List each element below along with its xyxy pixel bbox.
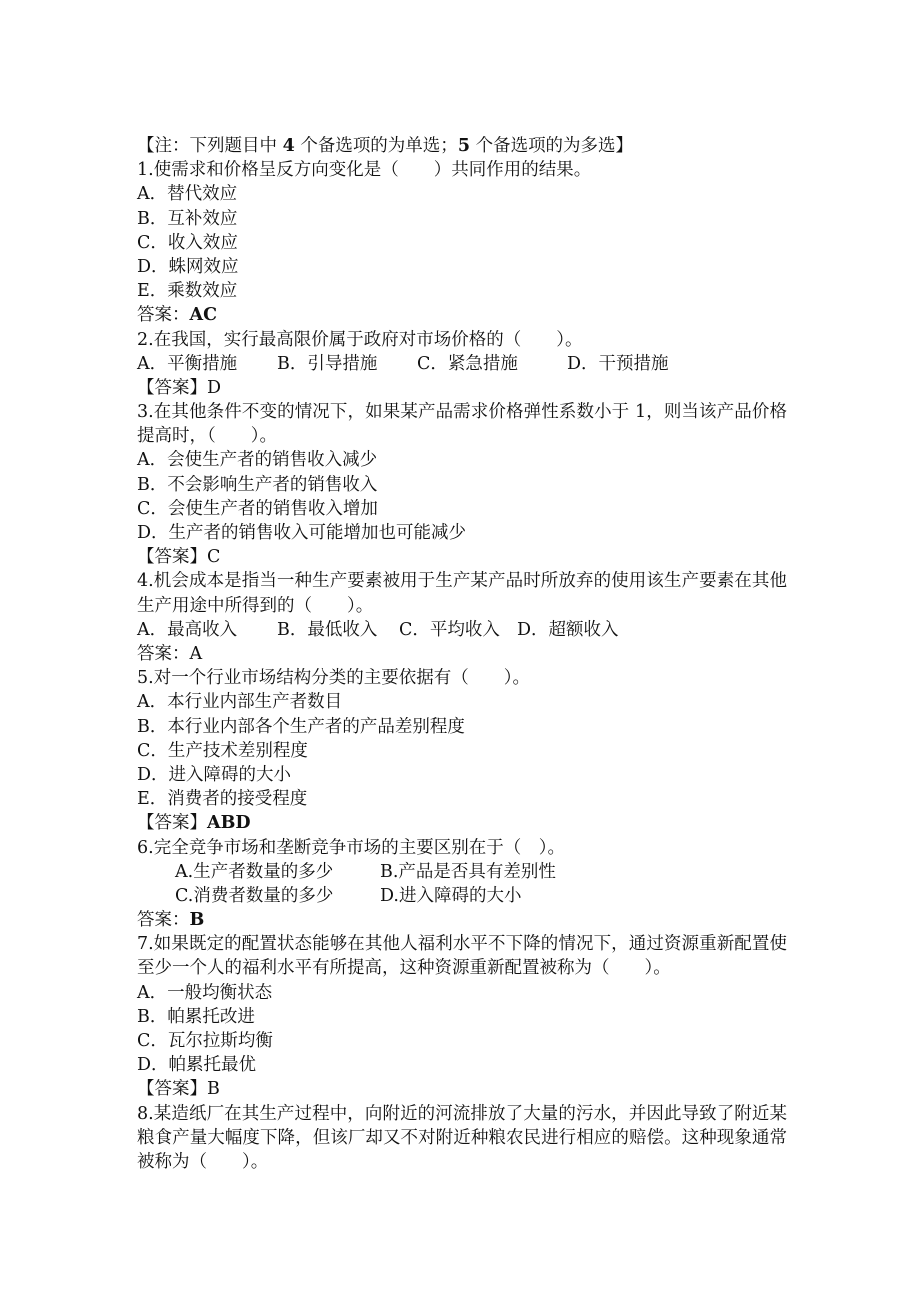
- question-7-option-c: C．瓦尔拉斯均衡: [137, 1031, 273, 1052]
- question-7-option-d: D．帕累托最优: [137, 1055, 257, 1076]
- question-3-stem: 3.在其他条件不变的情况下，如果某产品需求价格弹性系数小于 1，则当该产品价格提高时，（ ）。: [137, 402, 787, 447]
- question-5-option-a: A．本行业内部生产者数目: [137, 692, 343, 713]
- question-7-option-b: B．帕累托改进: [137, 1006, 255, 1027]
- question-7-answer: 【答案】B: [137, 1079, 220, 1100]
- question-2-option-b: B．引导措施: [277, 353, 378, 374]
- question-5-answer: [137, 811, 787, 835]
- note-text: 【注：下列题目中: [137, 136, 283, 156]
- question-3-option-d: D．生产者的销售收入可能增加也可能减少: [137, 523, 467, 544]
- question-6-option-a: A.生产者数量的多少: [175, 861, 334, 882]
- note-text: 个备选项的为单选；: [294, 136, 458, 156]
- question-4-option-d: D．超额收入: [517, 619, 619, 640]
- answer-value: B: [189, 910, 205, 931]
- answer-value: ABD: [207, 813, 251, 834]
- question-4-option-a: A．最高收入: [137, 619, 238, 640]
- question-2-option-a: A．平衡措施: [137, 353, 238, 374]
- question-8-stem: 8.某造纸厂在其生产过程中，向附近的河流排放了大量的污水，并因此导致了附近某粮食产量大幅度下降，但该厂却又不对附近种粮农民进行相应的赔偿。这种现象通常被称为（ ）。: [137, 1103, 787, 1172]
- note-text: 个备选项的为多选】: [470, 136, 634, 156]
- question-4-option-c: C．平均收入: [399, 619, 500, 640]
- question-5-option-d: D．进入障碍的大小: [137, 764, 292, 785]
- answer-value: AC: [189, 305, 218, 326]
- answer-label: 答案：: [137, 910, 190, 931]
- document-body: [137, 134, 787, 1174]
- question-5-option-c: C．生产技术差别程度: [137, 740, 308, 761]
- answer-label: 【答案】: [137, 813, 207, 834]
- question-6-option-c: C.消费者数量的多少: [175, 885, 334, 906]
- question-6-option-b: B.产品是否具有差别性: [380, 861, 556, 882]
- question-2-stem: 2.在我国，实行最高限价属于政府对市场价格的（ ）。: [137, 329, 583, 350]
- question-1-answer: [137, 303, 787, 327]
- question-2-option-c: C．紧急措施: [417, 353, 518, 374]
- question-4-option-b: B．最低收入: [277, 619, 378, 640]
- question-6-options-row-1: [137, 860, 787, 884]
- note-line: [137, 134, 787, 158]
- question-4-stem: 4.机会成本是指当一种生产要素被用于生产某产品时所放弃的使用该生产要素在其他生产用途中所得到的（ ）。: [137, 571, 787, 616]
- question-3-option-b: B．不会影响生产者的销售收入: [137, 474, 378, 495]
- answer-label: 答案：: [137, 305, 190, 326]
- question-1-option-d: D．蛛网效应: [137, 256, 239, 277]
- question-2-options: [137, 352, 787, 376]
- question-5-option-e: E．消费者的接受程度: [137, 789, 308, 810]
- question-1-stem: 1.使需求和价格呈反方向变化是（ ）共同作用的结果。: [137, 160, 592, 181]
- question-7-stem: 7.如果既定的配置状态能够在其他人福利水平不下降的情况下，通过资源重新配置使至少一个人的福利水平有所提高，这种资源重新配置被称为（ ）。: [137, 934, 787, 979]
- question-5-option-b: B．本行业内部各个生产者的产品差别程度: [137, 716, 465, 737]
- question-3-answer: 【答案】C: [137, 547, 221, 568]
- question-3-option-a: A．会使生产者的销售收入减少: [137, 450, 378, 471]
- question-5-stem: 5.对一个行业市场结构分类的主要依据有（ ）。: [137, 668, 530, 689]
- question-6-stem: 6.完全竞争市场和垄断竞争市场的主要区别在于（ ）。: [137, 837, 565, 858]
- question-6-answer: [137, 908, 787, 932]
- note-number: 5: [457, 136, 470, 156]
- question-6-options-row-2: [137, 884, 787, 908]
- question-1-option-a: A．替代效应: [137, 184, 238, 205]
- question-4-options: [137, 618, 787, 642]
- question-2-answer: 【答案】D: [137, 377, 222, 398]
- question-2-option-d: D．干预措施: [567, 353, 669, 374]
- question-1-option-c: C．收入效应: [137, 232, 238, 253]
- question-7-option-a: A．一般均衡状态: [137, 982, 273, 1003]
- question-3-option-c: C．会使生产者的销售收入增加: [137, 498, 378, 519]
- note-number: 4: [282, 136, 295, 156]
- question-6-option-d: D.进入障碍的大小: [380, 885, 522, 906]
- question-4-answer: 答案：A: [137, 644, 203, 664]
- question-1-option-e: E．乘数效应: [137, 281, 238, 302]
- question-1-option-b: B．互补效应: [137, 208, 238, 229]
